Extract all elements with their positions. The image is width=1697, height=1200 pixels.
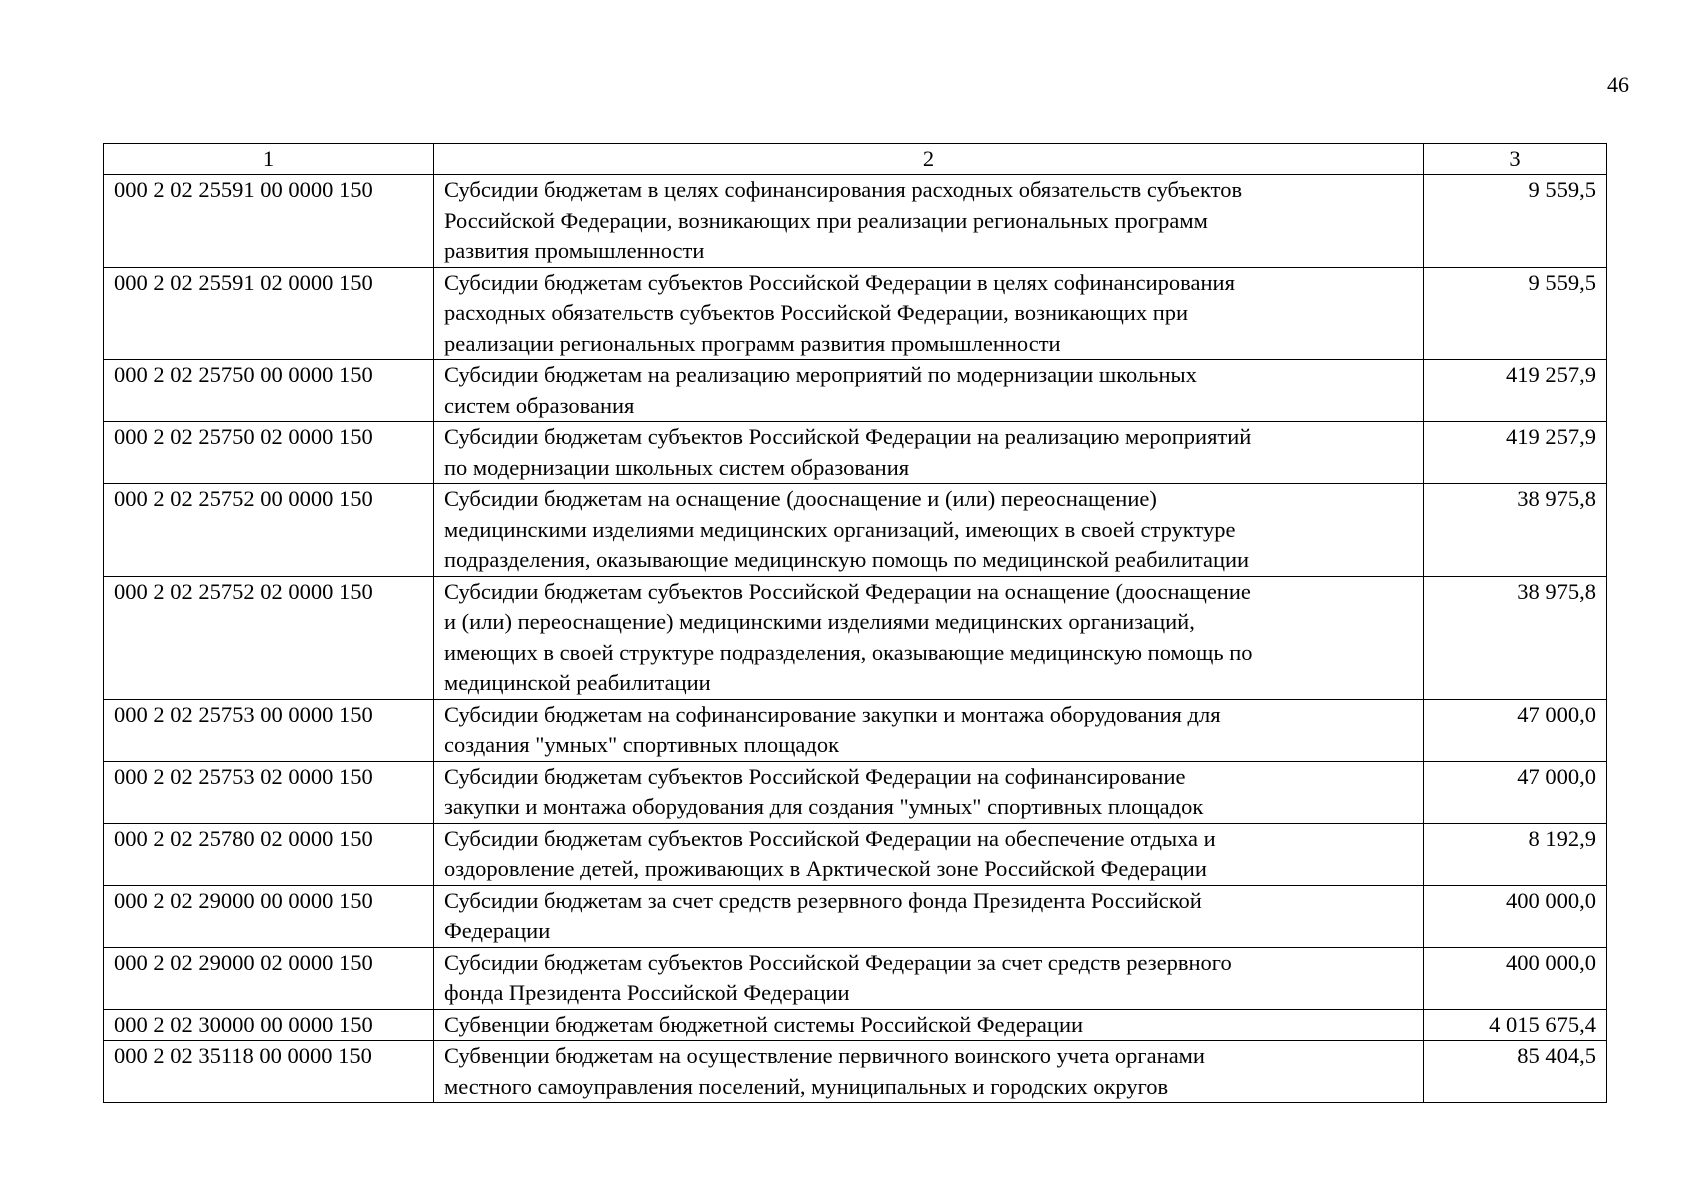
amount-cell: 85 404,5: [1424, 1041, 1607, 1103]
budget-code-cell: 000 2 02 25750 00 0000 150: [104, 360, 434, 422]
table-row: [104, 699, 1607, 761]
budget-code-cell: 000 2 02 35118 00 0000 150: [104, 1041, 434, 1103]
table-row: [104, 947, 1607, 1009]
description-line: Субвенции бюджетам на осуществление первичного воинского учета органами: [444, 1043, 1205, 1068]
description-line: развития промышленности: [444, 238, 705, 263]
description-cell: [434, 885, 1424, 947]
page-number: 46: [1607, 72, 1629, 97]
budget-code-cell: 000 2 02 25752 02 0000 150: [104, 576, 434, 699]
description-line: реализации региональных программ развития промышленности: [444, 330, 1061, 356]
description-line: Субсидии бюджетам субъектов Российской Федерации на обеспечение отдыха и: [444, 825, 1216, 851]
description-cell: [434, 1009, 1424, 1041]
budget-code-cell: 000 2 02 25752 00 0000 150: [104, 484, 434, 577]
amount-cell: 400 000,0: [1424, 885, 1607, 947]
amount-cell: 47 000,0: [1424, 699, 1607, 761]
description-cell: [434, 484, 1424, 577]
budget-code-cell: 000 2 02 29000 02 0000 150: [104, 947, 434, 1009]
amount-cell: 8 192,9: [1424, 823, 1607, 885]
table-row: [104, 422, 1607, 484]
description-line: создания "умных" спортивных площадок: [444, 732, 840, 757]
description-cell: [434, 360, 1424, 422]
budget-code-cell: 000 2 02 25750 02 0000 150: [104, 422, 434, 484]
table-row: [104, 576, 1607, 699]
description-line: Субсидии бюджетам на софинансирование закупки и монтажа оборудования для: [444, 701, 1221, 727]
header-col-2: 2: [434, 144, 1424, 175]
description-line: Субсидии бюджетам субъектов Российской Федерации в целях софинансирования: [444, 269, 1235, 295]
budget-code-cell: 000 2 02 25591 02 0000 150: [104, 267, 434, 360]
description-line: медицинскими изделиями медицинских организаций, имеющих в своей структуре: [444, 516, 1236, 542]
table-row: [104, 823, 1607, 885]
description-cell: [434, 422, 1424, 484]
budget-table: [103, 143, 1607, 1103]
description-line: по модернизации школьных систем образования: [444, 454, 910, 480]
description-line: медицинской реабилитации: [444, 670, 711, 695]
table-row: [104, 1041, 1607, 1103]
budget-code-cell: 000 2 02 30000 00 0000 150: [104, 1009, 434, 1041]
description-line: Субсидии бюджетам субъектов Российской Федерации за счет средств резервного: [444, 949, 1232, 975]
header-col-3: 3: [1424, 144, 1607, 175]
budget-code-cell: 000 2 02 25591 00 0000 150: [104, 175, 434, 268]
description-line: закупки и монтажа оборудования для создания "умных" спортивных площадок: [444, 794, 1204, 819]
description-line: имеющих в своей структуре подразделения, оказывающие медицинскую помощь по: [444, 639, 1253, 665]
description-line: расходных обязательств субъектов Российской Федерации, возникающих при: [444, 300, 1189, 325]
description-line: Субсидии бюджетам на реализацию мероприятий по модернизации школьных: [444, 362, 1197, 387]
table-row: [104, 175, 1607, 268]
table-row: [104, 360, 1607, 422]
description-line: Субсидии бюджетам в целях софинансирования расходных обязательств субъектов: [444, 177, 1243, 202]
amount-cell: 400 000,0: [1424, 947, 1607, 1009]
description-line: Субсидии бюджетам субъектов Российской Федерации на софинансирование: [444, 763, 1186, 789]
description-line: подразделения, оказывающие медицинскую помощь по медицинской реабилитации: [444, 547, 1250, 572]
description-line: Федерации: [444, 918, 551, 943]
amount-cell: 419 257,9: [1424, 360, 1607, 422]
amount-cell: 9 559,5: [1424, 267, 1607, 360]
description-line: местного самоуправления поселений, муниципальных и городских округов: [444, 1073, 1169, 1099]
amount-cell: 9 559,5: [1424, 175, 1607, 268]
description-cell: [434, 175, 1424, 268]
description-cell: [434, 823, 1424, 885]
budget-code-cell: 000 2 02 25780 02 0000 150: [104, 823, 434, 885]
amount-cell: 4 015 675,4: [1424, 1009, 1607, 1041]
description-line: фонда Президента Российской Федерации: [444, 980, 850, 1005]
budget-code-cell: 000 2 02 29000 00 0000 150: [104, 885, 434, 947]
amount-cell: 419 257,9: [1424, 422, 1607, 484]
description-line: Субсидии бюджетам субъектов Российской Федерации на реализацию мероприятий: [444, 424, 1252, 449]
description-line: Субвенции бюджетам бюджетной системы Российской Федерации: [444, 1011, 1084, 1037]
header-col-1: 1: [104, 144, 434, 175]
description-cell: [434, 1041, 1424, 1103]
description-line: Субсидии бюджетам за счет средств резервного фонда Президента Российской: [444, 887, 1202, 913]
description-cell: [434, 576, 1424, 699]
table-row: [104, 484, 1607, 577]
table-row: [104, 267, 1607, 360]
amount-cell: 38 975,8: [1424, 576, 1607, 699]
description-cell: [434, 267, 1424, 360]
amount-cell: 47 000,0: [1424, 761, 1607, 823]
description-line: систем образования: [444, 392, 635, 418]
amount-cell: 38 975,8: [1424, 484, 1607, 577]
table-row: [104, 885, 1607, 947]
description-line: Российской Федерации, возникающих при реализации региональных программ: [444, 207, 1208, 233]
description-cell: [434, 761, 1424, 823]
description-line: Субсидии бюджетам субъектов Российской Федерации на оснащение (дооснащение: [444, 578, 1251, 604]
description-line: оздоровление детей, проживающих в Арктической зоне Российской Федерации: [444, 856, 1207, 881]
description-line: и (или) переоснащение) медицинскими изделиями медицинских организаций,: [444, 609, 1195, 634]
header-row: [104, 144, 1607, 175]
budget-code-cell: 000 2 02 25753 00 0000 150: [104, 699, 434, 761]
table-row: [104, 1009, 1607, 1041]
budget-code-cell: 000 2 02 25753 02 0000 150: [104, 761, 434, 823]
description-cell: [434, 947, 1424, 1009]
table-row: [104, 761, 1607, 823]
table-body: [104, 175, 1607, 1103]
description-line: Субсидии бюджетам на оснащение (дооснащение и (или) переоснащение): [444, 486, 1157, 511]
description-cell: [434, 699, 1424, 761]
